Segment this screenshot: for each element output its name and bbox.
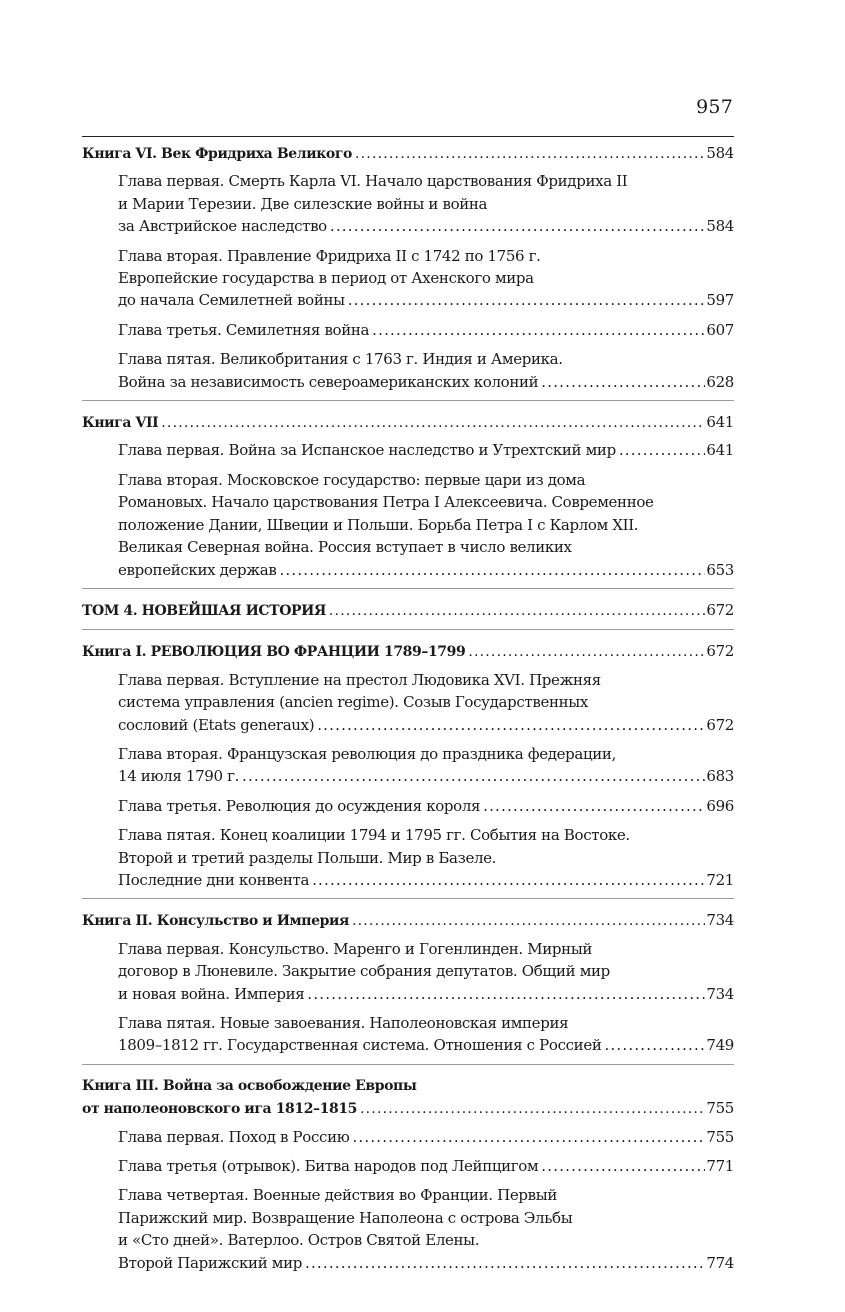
- entry-title-line: ТОМ 4. НОВЕЙШАЯ ИСТОРИЯ: [82, 602, 326, 619]
- entry-page-number: 641: [706, 441, 734, 460]
- entry-title-line: 14 июля 1790 г.: [118, 767, 239, 786]
- entry-title-line: Глава первая. Вступление на престол Людовика XVI. Прежняя: [118, 670, 601, 689]
- entry-title-line: Книга VII: [82, 415, 159, 432]
- section-separator: [82, 898, 734, 899]
- entry-page-number: 641: [706, 413, 734, 432]
- dot-leader: [317, 714, 705, 736]
- dot-leader: [242, 765, 705, 787]
- toc-chapter-entry[interactable]: [82, 319, 734, 341]
- dot-leader: [541, 1155, 705, 1177]
- dot-leader: [330, 215, 706, 237]
- entry-title-line: Глава третья (отрывок). Битва народов под Лейпцигом: [118, 1157, 539, 1176]
- dot-leader: [348, 289, 706, 311]
- entry-page-number: 597: [706, 291, 734, 310]
- dot-leader: [307, 983, 705, 1005]
- page-number: 957: [696, 96, 733, 118]
- section-separator: [82, 400, 734, 401]
- toc-book-entry[interactable]: [82, 599, 734, 622]
- entry-title-line: Глава пятая. Конец коалиции 1794 и 1795 гг. События на Востоке.: [118, 826, 630, 845]
- toc-chapter-entry[interactable]: [82, 795, 734, 817]
- entry-title-line: за Австрийское наследство: [118, 217, 327, 236]
- entry-title-line: Глава вторая. Французская революция до праздника федерации,: [118, 744, 617, 763]
- entry-title-line: 1809–1812 гг. Государственная система. Отношения с Россией: [118, 1036, 602, 1055]
- entry-title-line: Глава пятая. Новые завоевания. Наполеоновская империя: [118, 1014, 569, 1032]
- entry-title-line: положение Дании, Швеции и Польши. Борьба Петра I с Карлом XII.: [118, 515, 639, 534]
- dot-leader: [360, 1098, 705, 1120]
- dot-leader: [605, 1034, 706, 1056]
- entry-title-line: система управления (ancien regime). Созыв Государственных: [118, 693, 588, 712]
- entry-page-number: 774: [706, 1253, 734, 1272]
- entry-page-number: 721: [706, 870, 734, 889]
- dot-leader: [305, 1252, 705, 1274]
- dot-leader: [161, 412, 705, 434]
- entry-page-number: 755: [706, 1127, 734, 1146]
- entry-title-line: Парижский мир. Возвращение Наполеона с острова Эльбы: [118, 1208, 573, 1227]
- entry-page-number: 628: [706, 372, 734, 391]
- entry-page-number: 771: [706, 1157, 734, 1176]
- entry-title-line: Европейские государства в период от Ахенского мира: [118, 269, 534, 288]
- dot-leader: [468, 641, 705, 663]
- toc-chapter-entry[interactable]: [82, 348, 734, 393]
- header-rule: [82, 136, 734, 137]
- entry-page-number: 734: [706, 911, 734, 930]
- entry-title-line: Глава первая. Консульство. Маренго и Гогенлинден. Мирный: [118, 939, 593, 958]
- entry-title-line: Глава первая. Война за Испанское наследство и Утрехтский мир: [118, 441, 616, 460]
- entry-title-line: Книга I. РЕВОЛЮЦИЯ ВО ФРАНЦИИ 1789–1799: [82, 644, 466, 661]
- entry-page-number: 696: [706, 796, 734, 815]
- toc-chapter-entry[interactable]: [82, 824, 734, 891]
- section-separator: [82, 629, 734, 630]
- toc-chapter-entry[interactable]: [82, 1012, 734, 1057]
- toc-book-entry[interactable]: [82, 1075, 734, 1121]
- entry-title-line: и Марии Терезии. Две силезские войны и война: [118, 194, 488, 213]
- entry-title-line: Книга VI. Век Фридриха Великого: [82, 146, 352, 162]
- entry-title-line: договор в Люневиле. Закрытие собрания депутатов. Общий мир: [118, 962, 610, 981]
- entry-title-line: Глава первая. Поход в Россию: [118, 1127, 350, 1146]
- dot-leader: [483, 795, 705, 817]
- entry-page-number: 749: [706, 1036, 734, 1055]
- entry-title-line: европейских держав: [118, 560, 277, 579]
- entry-title-line: Книга III. Война за освобождение Европы: [82, 1077, 417, 1094]
- toc-chapter-entry[interactable]: [82, 1126, 734, 1148]
- entry-title-line: Книга II. Консульство и Империя: [82, 913, 349, 930]
- entry-page-number: 672: [706, 715, 734, 734]
- entry-title-line: Романовых. Начало царствования Петра I Алексеевича. Современное: [118, 493, 654, 512]
- entry-page-number: 653: [706, 560, 734, 579]
- entry-title-line: Великая Северная война. Россия вступает в число великих: [118, 538, 572, 557]
- entry-title-line: Последние дни конвента: [118, 870, 310, 889]
- section-separator: [82, 588, 734, 589]
- dot-leader: [312, 869, 705, 891]
- entry-title-line: Война за независимость североамериканских колоний: [118, 372, 539, 391]
- entry-title-line: Глава третья. Революция до осуждения короля: [118, 796, 481, 815]
- toc-book-entry[interactable]: [82, 411, 734, 434]
- table-of-contents: [82, 142, 734, 1274]
- toc-chapter-entry[interactable]: [82, 743, 734, 788]
- toc-book-entry[interactable]: [82, 640, 734, 663]
- dot-leader: [279, 559, 705, 581]
- entry-page-number: 607: [706, 320, 734, 339]
- entry-title-line: до начала Семилетней войны: [118, 291, 345, 310]
- entry-title-line: Второй Парижский мир: [118, 1253, 302, 1272]
- dot-leader: [355, 143, 705, 165]
- entry-page-number: 584: [706, 217, 734, 236]
- toc-chapter-entry[interactable]: [82, 938, 734, 1005]
- entry-title-line: Глава вторая. Московское государство: первые цари из дома: [118, 470, 586, 489]
- entry-page-number: 672: [706, 642, 734, 661]
- toc-chapter-entry[interactable]: [82, 439, 734, 461]
- entry-page-number: 672: [706, 600, 734, 619]
- entry-page-number: 755: [706, 1099, 734, 1118]
- toc-chapter-entry[interactable]: [82, 469, 734, 581]
- entry-title-line: Глава четвертая. Военные действия во Франции. Первый: [118, 1186, 557, 1205]
- entry-page-number: 683: [706, 767, 734, 786]
- entry-title-line: Второй и третий разделы Польши. Мир в Базеле.: [118, 848, 497, 867]
- entry-title-line: Глава пятая. Великобритания с 1763 г. Индия и Америка.: [118, 350, 563, 369]
- toc-chapter-entry[interactable]: [82, 245, 734, 312]
- entry-page-number: 584: [706, 144, 734, 162]
- dot-leader: [352, 1126, 705, 1148]
- toc-book-entry[interactable]: [82, 909, 734, 932]
- toc-chapter-entry[interactable]: [82, 669, 734, 736]
- toc-book-entry[interactable]: [82, 142, 734, 165]
- dot-leader: [372, 319, 705, 341]
- entry-title-line: Глава первая. Смерть Карла VI. Начало царствования Фридриха II: [118, 172, 628, 191]
- entry-title-line: Глава вторая. Правление Фридриха II с 1742 по 1756 г.: [118, 246, 541, 265]
- section-separator: [82, 1064, 734, 1065]
- toc-chapter-entry[interactable]: [82, 170, 734, 237]
- toc-chapter-entry[interactable]: [82, 1155, 734, 1177]
- dot-leader: [352, 910, 705, 932]
- dot-leader: [329, 600, 706, 622]
- toc-chapter-entry[interactable]: [82, 1184, 734, 1274]
- dot-leader: [541, 371, 705, 393]
- entry-page-number: 734: [706, 984, 734, 1003]
- entry-title-line: Глава третья. Семилетняя война: [118, 320, 370, 339]
- entry-title-line: и новая война. Империя: [118, 984, 305, 1003]
- entry-title-line: и «Сто дней». Ватерлоо. Остров Святой Елены.: [118, 1231, 480, 1250]
- entry-title-line: сословий (Etats generaux): [118, 715, 315, 734]
- dot-leader: [619, 439, 706, 461]
- entry-title-line: от наполеоновского ига 1812–1815: [82, 1101, 358, 1118]
